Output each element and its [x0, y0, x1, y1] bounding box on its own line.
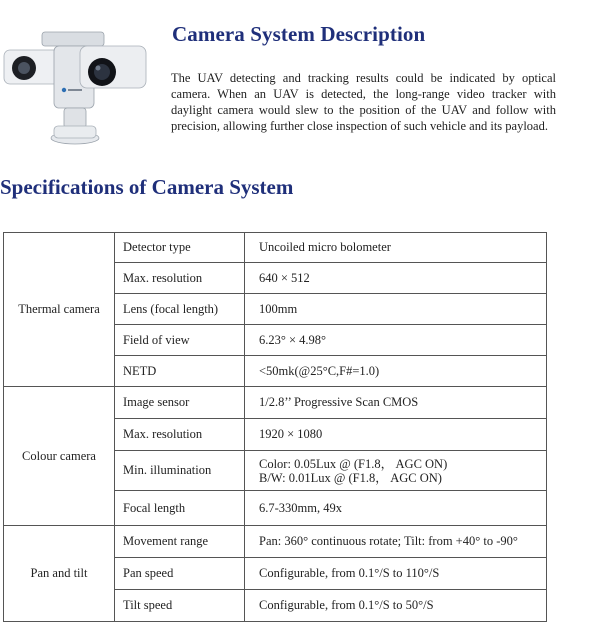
spec-label: Pan speed [115, 558, 245, 590]
spec-label: Max. resolution [115, 419, 245, 451]
spec-value: 1/2.8’’ Progressive Scan CMOS [245, 387, 547, 419]
table-row [4, 526, 547, 558]
spec-value-line: B/W: 0.01Lux @ (F1.8， AGC ON) [259, 470, 442, 485]
spec-value: <50mk(@25°C,F#=1.0) [245, 356, 547, 387]
spec-value: Pan: 360° continuous rotate; Tilt: from +40° to -90° [245, 526, 547, 558]
spec-value-line: Color: 0.05Lux @ (F1.8， AGC ON) [259, 456, 448, 471]
spec-label: Max. resolution [115, 263, 245, 294]
table-row [4, 387, 547, 419]
specifications-heading: Specifications of Camera System [0, 175, 294, 199]
spec-label: NETD [115, 356, 245, 387]
spec-value: 6.7-330mm, 49x [245, 491, 547, 526]
spec-label: Detector type [115, 233, 245, 263]
spec-label: Tilt speed [115, 590, 245, 622]
spec-value: 6.23° × 4.98° [245, 325, 547, 356]
spec-value: Uncoiled micro bolometer [245, 233, 547, 263]
spec-label: Focal length [115, 491, 245, 526]
spec-value [245, 451, 547, 491]
camera-system-image [2, 28, 150, 146]
spec-label: Image sensor [115, 387, 245, 419]
spec-label: Field of view [115, 325, 245, 356]
spec-label: Min. illumination [115, 451, 245, 491]
group-label-colour: Colour camera [4, 387, 115, 526]
spec-value: 1920 × 1080 [245, 419, 547, 451]
group-label-thermal: Thermal camera [4, 233, 115, 387]
spec-value: Configurable, from 0.1°/S to 50°/S [245, 590, 547, 622]
table-row [4, 233, 547, 263]
group-label-pantilt: Pan and tilt [4, 526, 115, 622]
specifications-table [3, 232, 547, 622]
page-title: Camera System Description [172, 22, 426, 46]
spec-value: 100mm [245, 294, 547, 325]
spec-value: 640 × 512 [245, 263, 547, 294]
spec-label: Lens (focal length) [115, 294, 245, 325]
spec-value: Configurable, from 0.1°/S to 110°/S [245, 558, 547, 590]
description-paragraph: The UAV detecting and tracking results could be indicated by optical camera. When an UAV is detected, the long-range video tracker with daylight camera would slew to the position of the UAV and follow with precision, allowing further close inspection of such vehicle and its payload. [171, 71, 556, 133]
spec-label: Movement range [115, 526, 245, 558]
